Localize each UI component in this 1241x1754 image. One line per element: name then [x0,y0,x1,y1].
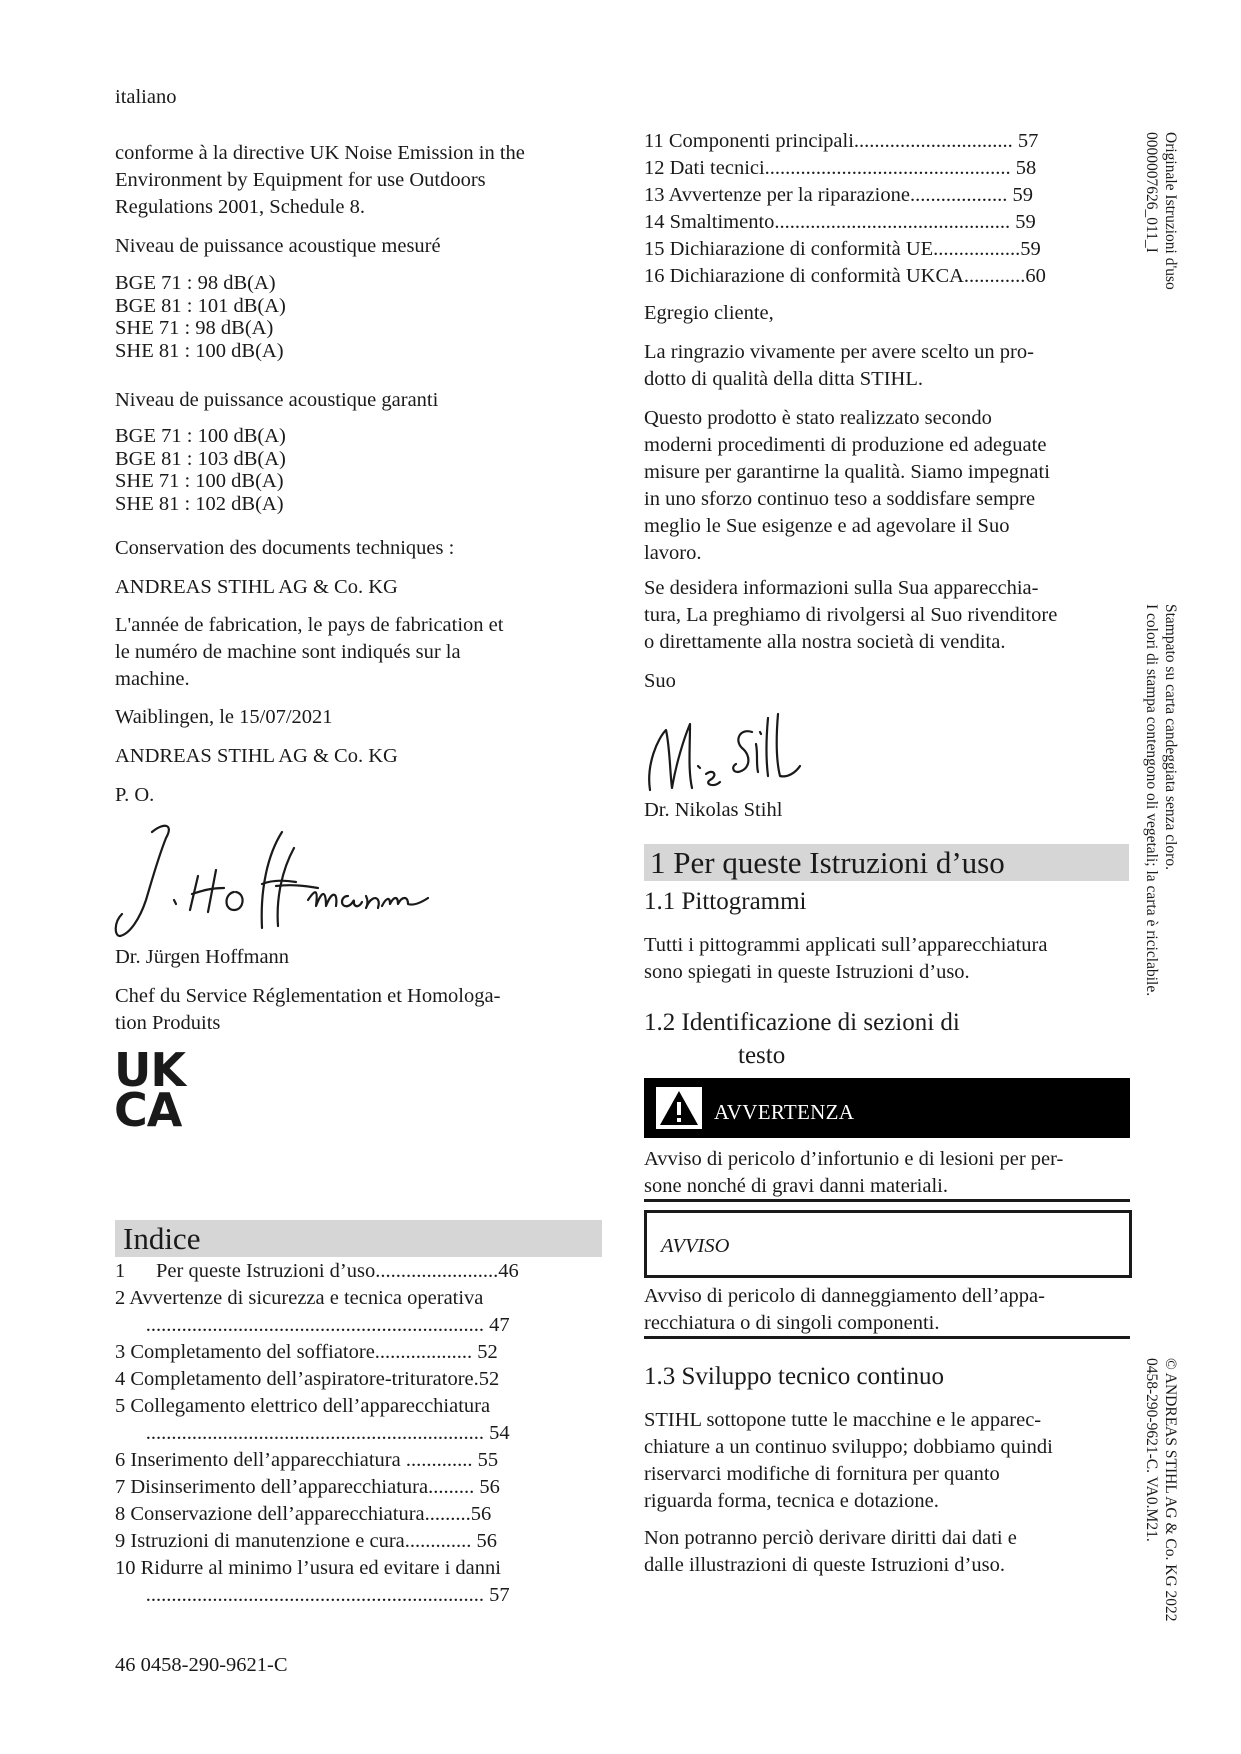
measured-value: BGE 81 : 101 dB(A) [115,294,286,317]
paragraph-line: in uno sforzo continuo teso a soddisfare sempre [644,488,1036,510]
paragraph-line: recchiatura o di singoli componenti. [644,1312,940,1334]
side-note-line: Originale Istruzioni d'uso [1162,132,1179,290]
heading-line: 1.2 Identificazione di sezioni di [644,1009,960,1036]
signer-title-line: tion Produits [115,1012,221,1034]
paragraph-line: STIHL sottopone tutte le macchine e le apparec- [644,1409,1042,1431]
paragraph-line: riservarci modifiche di fornitura per quanto [644,1463,1000,1485]
po-label: P. O. [115,784,155,806]
section-1-heading: 1 Per queste Istruzioni d’uso [644,844,1129,881]
table-of-contents-continued [644,128,1134,290]
toc-entry[interactable]: 8 Conservazione dell’apparecchiatura.........56 [115,1503,492,1525]
manufacture-line: L'année de fabrication, le pays de fabrication et [115,614,504,636]
signer-name: Dr. Jürgen Hoffmann [115,946,290,968]
info-paragraph [644,575,1134,656]
intro-line: Environment by Equipment for use Outdoors [115,169,486,191]
intro-line: conforme à la directive UK Noise Emission in the [115,142,525,164]
signer-title [115,983,605,1037]
paragraph-line: misure per garantirne la qualità. Siamo impegnati [644,461,1050,483]
company-name: ANDREAS STIHL AG & Co. KG [115,576,398,598]
paragraph-line: meglio le Sue esigenze e ad agevolare il Suo [644,515,1010,537]
manufacture-note [115,612,605,693]
toc-entry[interactable]: 12 Dati tecnici................................................ 58 [644,157,1037,179]
guaranteed-value: SHE 81 : 102 dB(A) [115,492,284,515]
warning-banner [644,1078,1130,1138]
index-heading: Indice [115,1220,602,1257]
toc-entry[interactable]: 7 Disinserimento dell’apparecchiatura......... 56 [115,1476,500,1498]
conservation-label: Conservation des documents techniques : [115,537,455,559]
paragraph-line: sone nonché di gravi danni materiali. [644,1175,948,1197]
section-1-1-heading: 1.1 Pittogrammi [644,888,807,915]
intro-line: Regulations 2001, Schedule 8. [115,196,365,218]
signer-name: Dr. Nikolas Stihl [644,799,783,821]
paragraph-line: Avviso di pericolo di danneggiamento dell’appa- [644,1285,1045,1307]
toc-entry[interactable]: 11 Componenti principali............................... 57 [644,130,1039,152]
development-paragraph [644,1407,1134,1515]
place-date: Waiblingen, le 15/07/2021 [115,706,333,728]
side-note-line: 0000007626_011_I [1143,132,1160,253]
toc-entry[interactable]: 5 Collegamento elettrico dell’apparecchiatura [115,1395,491,1417]
paragraph-line: Non potranno perciò derivare diritti dai dati e [644,1527,1017,1549]
paragraph-line: sono spiegati in queste Istruzioni d’uso. [644,961,970,983]
toc-entry[interactable]: 14 Smaltimento.............................................. 59 [644,211,1036,233]
language-label: italiano [115,86,177,108]
guaranteed-values [115,425,605,515]
stihl-signature [640,704,810,800]
thanks-paragraph [644,339,1134,393]
guaranteed-value: BGE 81 : 103 dB(A) [115,447,286,470]
toc-entry[interactable]: 9 Istruzioni di manutenzione e cura............. 56 [115,1530,497,1552]
intro-paragraph [115,140,605,221]
guaranteed-value: SHE 71 : 100 dB(A) [115,470,284,492]
toc-entry[interactable]: 1 Per queste Istruzioni d’uso........................46 [115,1260,519,1282]
notice-label: AVVISO [661,1235,730,1257]
closing: Suo [644,670,676,692]
paragraph-line: moderni procedimenti di produzione ed adeguate [644,434,1047,456]
side-note-line: Stampato su carta candeggiata senza cloro. [1162,604,1179,870]
toc-entry[interactable]: 6 Inserimento dell’apparecchiatura ............. 55 [115,1449,499,1471]
toc-entry[interactable]: 15 Dichiarazione di conformità UE.................59 [644,238,1041,260]
paragraph-line: lavoro. [644,542,702,564]
toc-entry[interactable]: .................................................................. 54 [115,1422,510,1444]
toc-entry[interactable]: 2 Avvertenze di sicurezza e tecnica operativa [115,1287,484,1309]
divider [644,1199,1130,1202]
paragraph-line: Se desidera informazioni sulla Sua apparecchia- [644,577,1039,599]
paragraph-line: tura, La preghiamo di rivolgersi al Suo rivenditore [644,604,1058,626]
heading-line: testo [738,1042,786,1069]
notice-description [644,1283,1134,1337]
measured-values [115,272,605,362]
section-1-2-heading [644,1006,1134,1072]
toc-entry[interactable]: 13 Avvertenze per la riparazione................... 59 [644,184,1033,206]
guaranteed-heading: Niveau de puissance acoustique garanti [115,389,439,411]
rights-paragraph [644,1525,1134,1579]
greeting: Egregio cliente, [644,302,774,324]
warning-description [644,1146,1134,1200]
warning-label: AVVERTENZA [714,1100,855,1124]
toc-entry[interactable]: 4 Completamento dell’aspiratore-trituratore.52 [115,1368,500,1390]
paragraph-line: Avviso di pericolo d’infortunio e di lesioni per per- [644,1148,1064,1170]
company-name: ANDREAS STIHL AG & Co. KG [115,745,398,767]
measured-value: SHE 71 : 98 dB(A) [115,317,274,339]
ukca-line: CA [114,1083,182,1137]
signer-title-line: Chef du Service Réglementation et Homologa- [115,985,501,1007]
paragraph-line: dotto di qualità della ditta STIHL. [644,368,923,390]
divider [644,1336,1130,1339]
paragraph-line: Questo prodotto è stato realizzato secondo [644,407,992,429]
pictograms-paragraph [644,932,1134,986]
section-1-3-heading: 1.3 Sviluppo tecnico continuo [644,1363,944,1390]
toc-entry[interactable]: 10 Ridurre al minimo l’usura ed evitare i danni [115,1557,501,1579]
warning-triangle-icon [656,1087,702,1129]
manufacture-line: le numéro de machine sont indiqués sur la [115,641,461,663]
side-note-line: © ANDREAS STIHL AG & Co. KG 2022 [1162,1358,1179,1622]
ukca-mark [114,1043,198,1137]
manufacture-line: machine. [115,668,190,690]
side-note-copyright [1142,1358,1180,1622]
side-note-line: I colori di stampa contengono oli vegetali; la carta è riciclabile. [1143,604,1160,997]
toc-entry[interactable]: 16 Dichiarazione di conformità UKCA............60 [644,265,1046,287]
toc-entry[interactable]: .................................................................. 57 [115,1584,510,1606]
paragraph-line: dalle illustrazioni di queste Istruzioni d’uso. [644,1554,1005,1576]
toc-entry[interactable]: 3 Completamento del soffiatore................... 52 [115,1341,498,1363]
notice-box [644,1210,1132,1278]
measured-heading: Niveau de puissance acoustique mesuré [115,235,441,257]
page-footer: 46 0458-290-9621-C [115,1654,288,1676]
hoffmann-signature [112,818,432,946]
paragraph-line: La ringrazio vivamente per avere scelto un pro- [644,341,1034,363]
ukca-line: UK [114,1043,185,1097]
paragraph-line: o direttamente alla nostra società di vendita. [644,631,1006,653]
toc-entry[interactable]: .................................................................. 47 [115,1314,510,1336]
measured-value: BGE 71 : 98 dB(A) [115,272,276,294]
table-of-contents [115,1258,605,1609]
guaranteed-value: BGE 71 : 100 dB(A) [115,425,286,447]
measured-value: SHE 81 : 100 dB(A) [115,339,284,362]
side-note-original [1142,132,1180,290]
paragraph-line: Tutti i pittogrammi applicati sull’apparecchiatura [644,934,1048,956]
side-note-line: 0458-290-9621-C. VA0.M21. [1143,1358,1160,1542]
product-paragraph [644,405,1134,567]
paragraph-line: riguarda forma, tecnica e dotazione. [644,1490,939,1512]
side-note-printing [1142,604,1180,996]
paragraph-line: chiature a un continuo sviluppo; dobbiamo quindi [644,1436,1053,1458]
